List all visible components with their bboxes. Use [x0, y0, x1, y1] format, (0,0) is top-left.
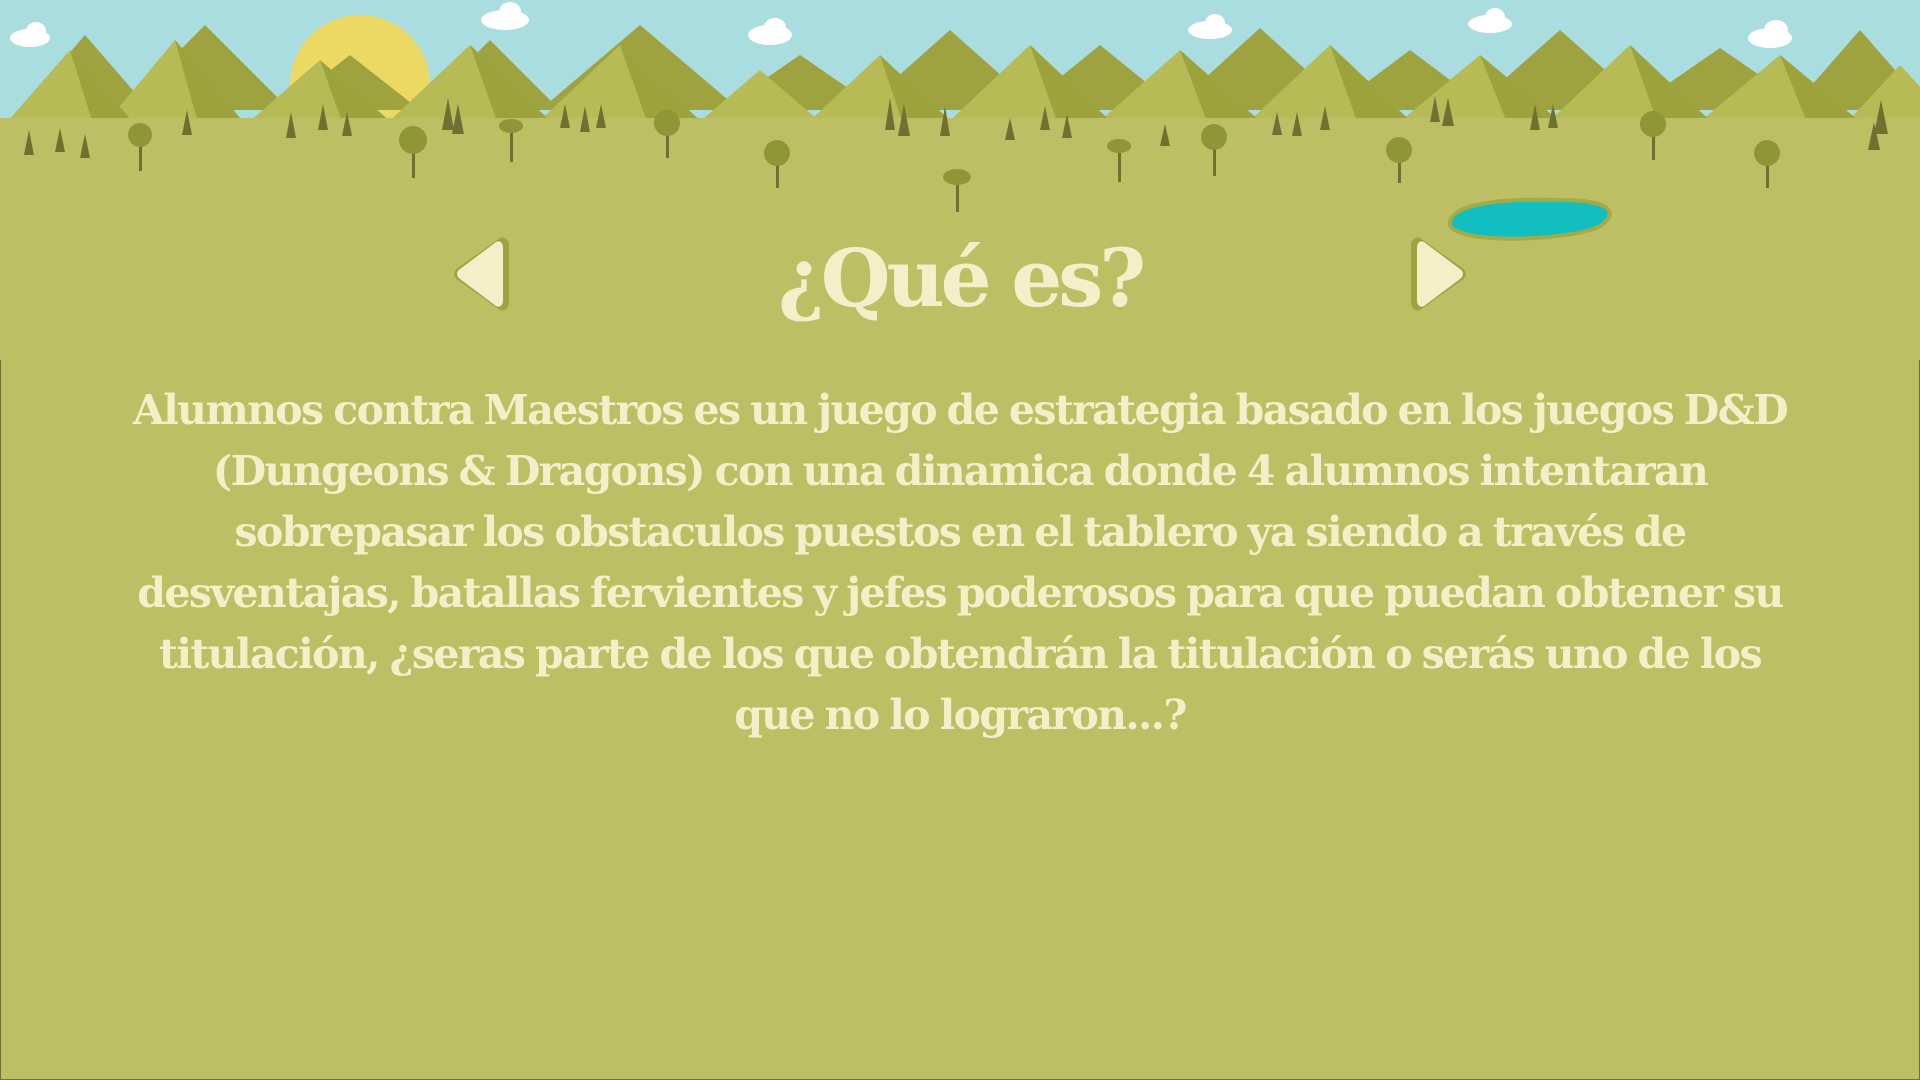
chevron-left-icon — [448, 232, 514, 316]
lake — [1450, 200, 1610, 239]
chevron-right-icon — [1406, 232, 1472, 316]
next-slide-button[interactable] — [1406, 232, 1472, 316]
previous-slide-button[interactable] — [448, 232, 514, 316]
slide-body-text: Alumnos contra Maestros es un juego de estrategia basado en los juegos D&D (Dungeons & Dragons) con una dinamica donde 4 alumnos intentaran sobrepasar los obstaculos puestos en el tablero ya siendo a través de desventajas, batallas fervientes y jefes poderosos para que puedan obtener su titulación, ¿seras parte de los que obtendrán la titulación o serás uno de los que no lo lograron...? — [132, 386, 1788, 739]
slide-title: ¿Qué es? — [777, 231, 1143, 325]
